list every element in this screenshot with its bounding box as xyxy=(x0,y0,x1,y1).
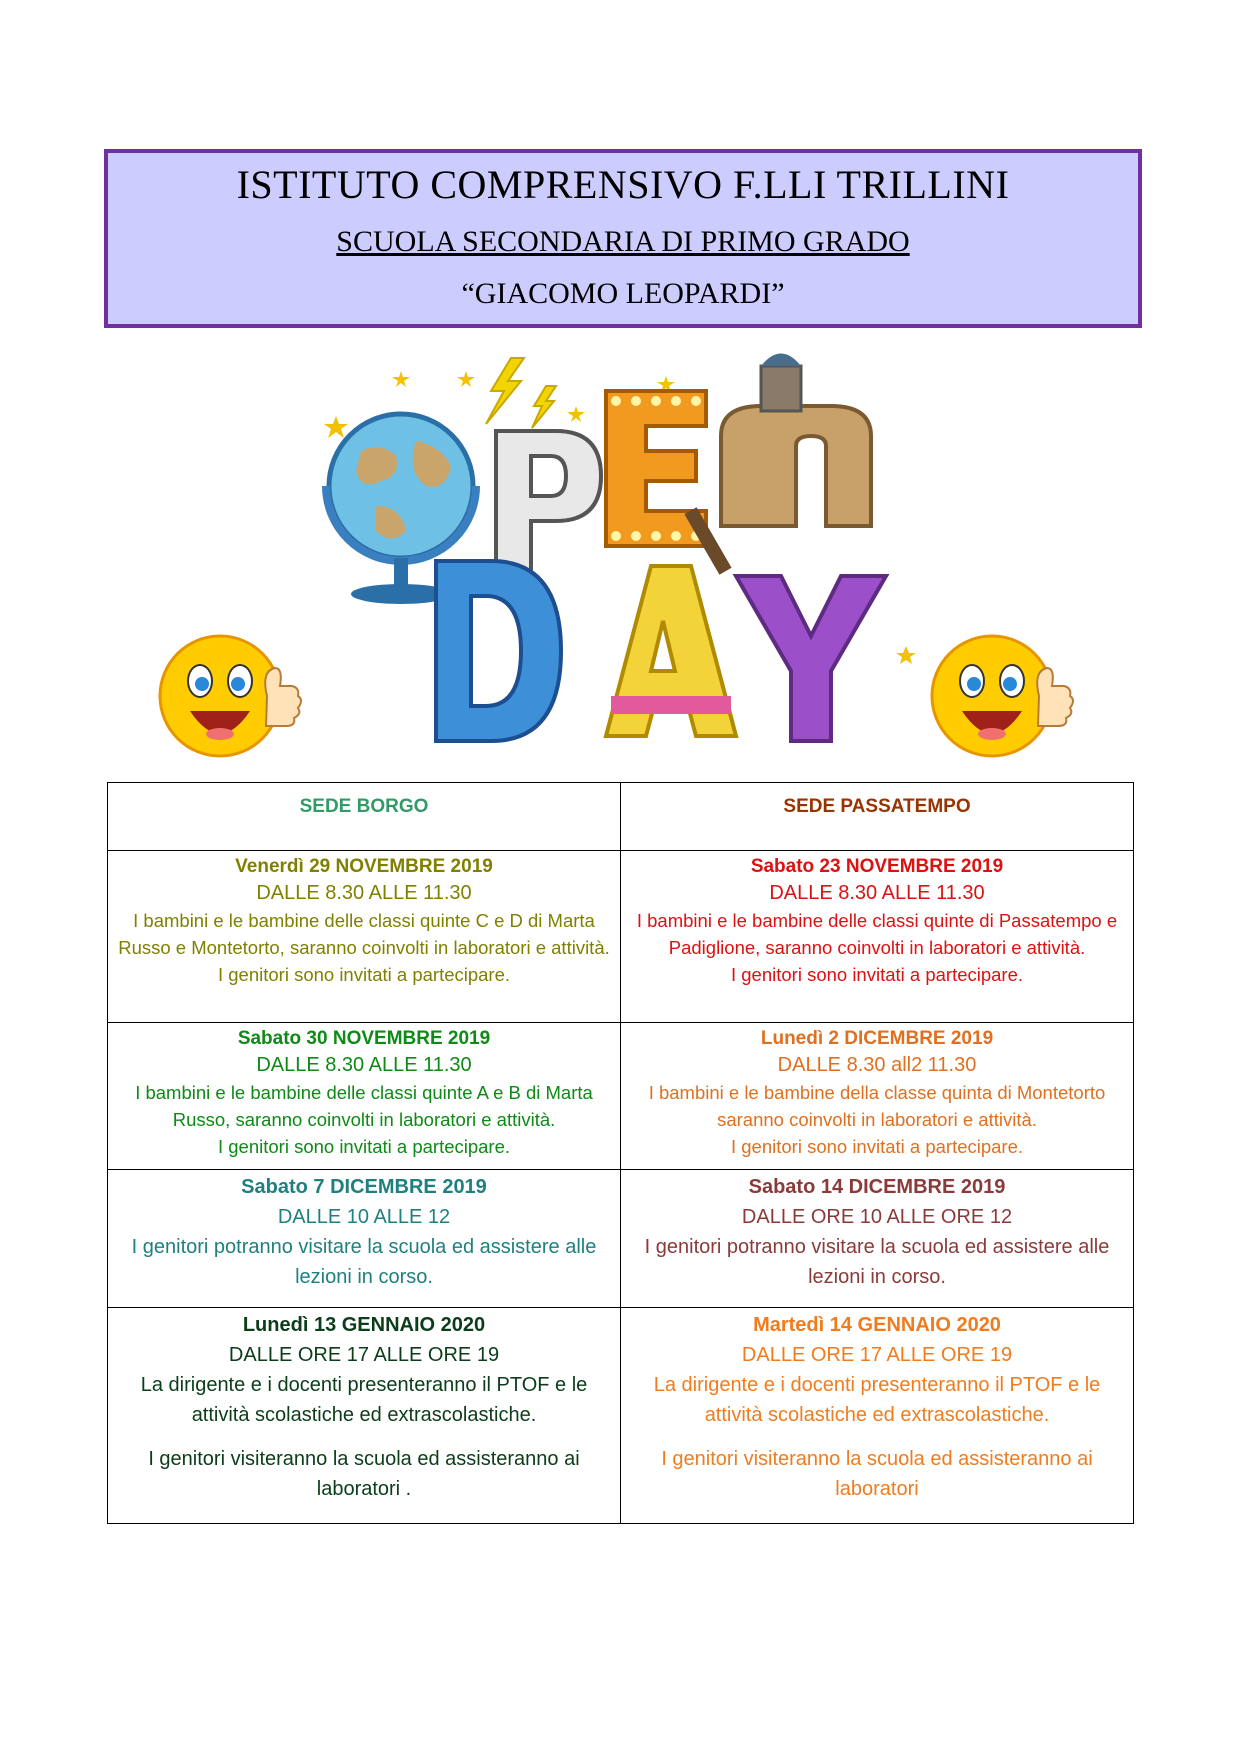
event-cell: Venerdì 29 NOVEMBRE 2019 DALLE 8.30 ALLE 11.30 I bambini e le bambine delle classi quinte C e D di Marta Russo e Montetorto, saranno coinvolti in laboratori e attività. I genitori sono invitati a partecipare. xyxy=(108,851,621,1023)
event-cell: Lunedì 2 DICEMBRE 2019 DALLE 8.30 all2 11.30 I bambini e le bambine della classe quinta di Montetorto saranno coinvolti in laboratori e attività. I genitori sono invitati a partecipare. xyxy=(621,1023,1134,1170)
header-box xyxy=(104,149,1142,328)
open-day-banner xyxy=(306,346,938,764)
event-cell: Martedì 14 GENNAIO 2020 DALLE ORE 17 ALLE ORE 19 La dirigente e i docenti presenteranno il PTOF e le attività scolastiche ed extrascolastiche. I genitori visiteranno la scuola ed assisteranno ai laboratori xyxy=(621,1308,1134,1524)
event-cell: Sabato 23 NOVEMBRE 2019 DALLE 8.30 ALLE 11.30 I bambini e le bambine delle classi quinte di Passatempo e Padiglione, saranno coinvolti in laboratori e attività. I genitori sono invitati a partecipare. xyxy=(621,851,1134,1023)
school-name: “GIACOMO LEOPARDI” xyxy=(461,277,785,310)
sede-borgo-heading: SEDE BORGO xyxy=(108,783,621,851)
event-cell: Lunedì 13 GENNAIO 2020 DALLE ORE 17 ALLE ORE 19 La dirigente e i docenti presenteranno il PTOF e le attività scolastiche ed extrascolastiche. I genitori visiteranno la scuola ed assisteranno ai laboratori . xyxy=(108,1308,621,1524)
sede-passatempo-heading: SEDE PASSATEMPO xyxy=(621,783,1134,851)
institute-title: ISTITUTO COMPRENSIVO F.LLI TRILLINI xyxy=(236,162,1010,207)
smiley-thumbs-up-icon xyxy=(155,626,305,766)
smiley-thumbs-up-icon xyxy=(927,626,1077,766)
event-cell: Sabato 30 NOVEMBRE 2019 DALLE 8.30 ALLE 11.30 I bambini e le bambine delle classi quinte A e B di Marta Russo, saranno coinvolti in laboratori e attività. I genitori sono invitati a partecipare. xyxy=(108,1023,621,1170)
schedule-table xyxy=(107,782,1134,1524)
event-cell: Sabato 7 DICEMBRE 2019 DALLE 10 ALLE 12 I genitori potranno visitare la scuola ed assistere alle lezioni in corso. xyxy=(108,1170,621,1308)
event-cell: Sabato 14 DICEMBRE 2019 DALLE ORE 10 ALLE ORE 12 I genitori potranno visitare la scuola ed assistere alle lezioni in corso. xyxy=(621,1170,1134,1308)
school-subtitle: SCUOLA SECONDARIA DI PRIMO GRADO xyxy=(336,225,910,258)
